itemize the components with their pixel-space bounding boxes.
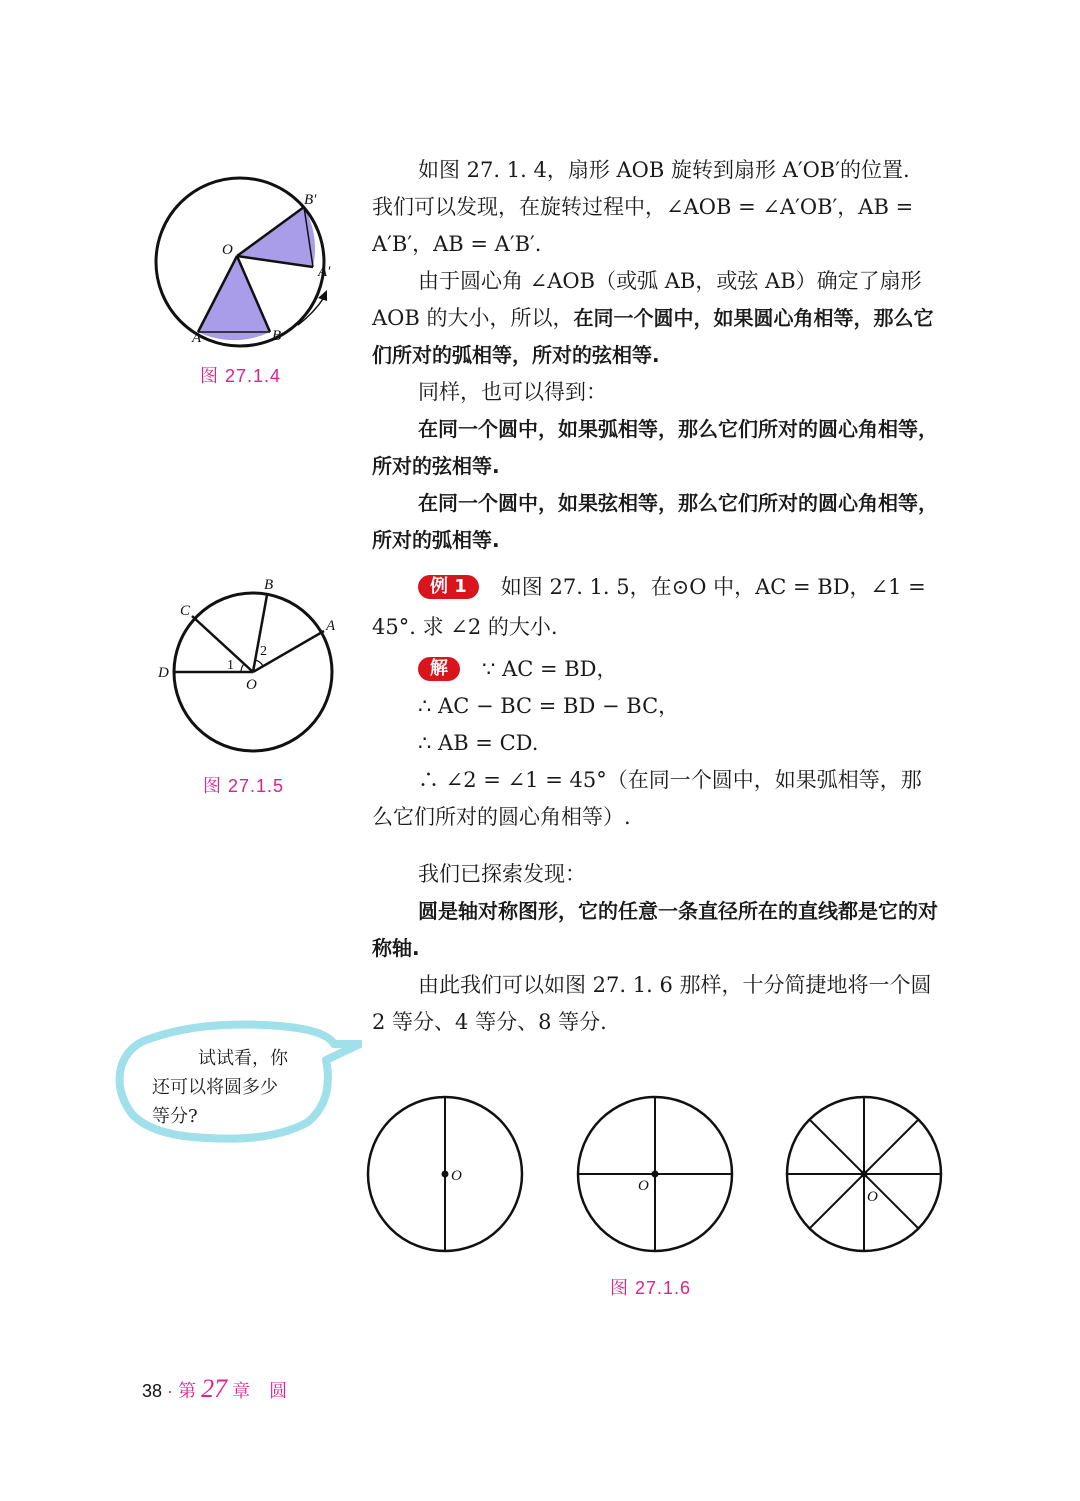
circle-2-parts — [368, 1097, 522, 1251]
bubble-line-3: 等分? — [152, 1106, 198, 1127]
page-footer — [142, 1374, 287, 1404]
theorem-chord: 在同一个圆中，如果弦相等，那么它们所对的圆心角相等，所对的弧相等. — [372, 491, 938, 552]
circle-8-parts — [787, 1097, 941, 1251]
label-b: B — [264, 577, 274, 593]
angle-2-arc — [255, 660, 263, 666]
paragraph-1-line-2: 我们可以发现，在旋转过程中，∠AOB = ∠A′OB′，AB = — [372, 195, 914, 219]
main-text — [372, 152, 940, 1041]
figure-27-1-5 — [150, 575, 350, 765]
paragraph-2 — [372, 263, 940, 374]
paragraph-6: 我们已探索发现： — [418, 862, 586, 886]
figure-27-1-4 — [150, 170, 350, 370]
chapter-title: 圆 — [269, 1381, 288, 1401]
caption-27-1-6: 图 27.1.6 — [610, 1278, 692, 1298]
label-o-1: O — [451, 1168, 462, 1184]
figure-27-1-6 — [362, 1092, 952, 1262]
solution-line-2: ∴ AC − BC = BD − BC， — [418, 694, 680, 718]
circle-4-parts — [578, 1097, 732, 1251]
paragraph-2-pre: 由于圆心角 ∠AOB（或弧 AB，或弦 AB）确定了扇形 — [418, 269, 922, 293]
chapter-prefix: 第 — [178, 1381, 197, 1401]
theorem-central-angle: 在同一个圆中，如果圆心角相等，那么它们所对的弧相等，所对的弦相等. — [372, 306, 934, 367]
label-o: O — [222, 242, 233, 258]
label-c: C — [180, 603, 191, 619]
label-angle-1: 1 — [227, 658, 234, 673]
paragraph-2-mid: AOB 的大小，所以， — [372, 306, 574, 330]
theorem-symmetry: 圆是轴对称图形，它的任意一条直径所在的直线都是它的对称轴. — [372, 899, 938, 960]
label-o-3: O — [867, 1189, 878, 1205]
bubble-text — [152, 1044, 312, 1131]
page-number: 38 — [142, 1381, 163, 1401]
chapter-number: 27 — [201, 1374, 228, 1403]
sector-aob — [198, 256, 270, 332]
chapter-suffix: 章 — [232, 1381, 251, 1401]
example-badge: 例 1 — [418, 575, 479, 599]
caption-27-1-5: 图 27.1.5 — [203, 776, 285, 796]
radius-oc — [192, 616, 253, 672]
paragraph-1-line-1: 如图 27. 1. 4，扇形 AOB 旋转到扇形 A′OB′的位置. — [418, 158, 910, 182]
label-b-prime: B′ — [304, 192, 317, 208]
solution-badge: 解 — [418, 657, 460, 681]
bubble-line-1: 试试看，你 — [198, 1048, 288, 1069]
label-a: A — [192, 330, 202, 346]
bubble-line-2: 还可以将圆多少 — [152, 1077, 278, 1098]
solution-text-1: ∵ AC = BD， — [482, 657, 618, 681]
solution-line-3: ∴ AB = CD. — [418, 731, 539, 755]
example-1 — [372, 567, 940, 647]
label-angle-2: 2 — [260, 644, 267, 659]
footer-dot: · — [167, 1381, 174, 1401]
theorem-arc: 在同一个圆中，如果弧相等，那么它们所对的圆心角相等，所对的弦相等. — [372, 417, 938, 478]
label-d: D — [158, 665, 169, 681]
caption-27-1-4: 图 27.1.4 — [200, 366, 282, 386]
solution-line-4: ∴ ∠2 = ∠1 = 45°（在同一个圆中，如果弧相等，那么它们所对的圆心角相等）. — [372, 768, 922, 829]
section-gap — [372, 836, 940, 856]
solution-line-1 — [372, 651, 940, 688]
label-o: O — [246, 677, 257, 693]
label-a: A — [326, 618, 336, 634]
label-o-2: O — [638, 1178, 649, 1194]
label-a-prime: A′ — [318, 264, 331, 280]
paragraph-3: 同样，也可以得到： — [418, 380, 607, 404]
paragraph-1-line-3: A′B′，AB = A′B′. — [372, 232, 542, 256]
label-b: B — [272, 328, 282, 344]
paragraph-8: 由此我们可以如图 27. 1. 6 那样，十分简捷地将一个圆 2 等分、4 等分、8 等分. — [372, 973, 932, 1034]
example-text: 如图 27. 1. 5，在⊙O 中，AC = BD，∠1 = 45°. 求 ∠2 的大小. — [372, 575, 926, 639]
